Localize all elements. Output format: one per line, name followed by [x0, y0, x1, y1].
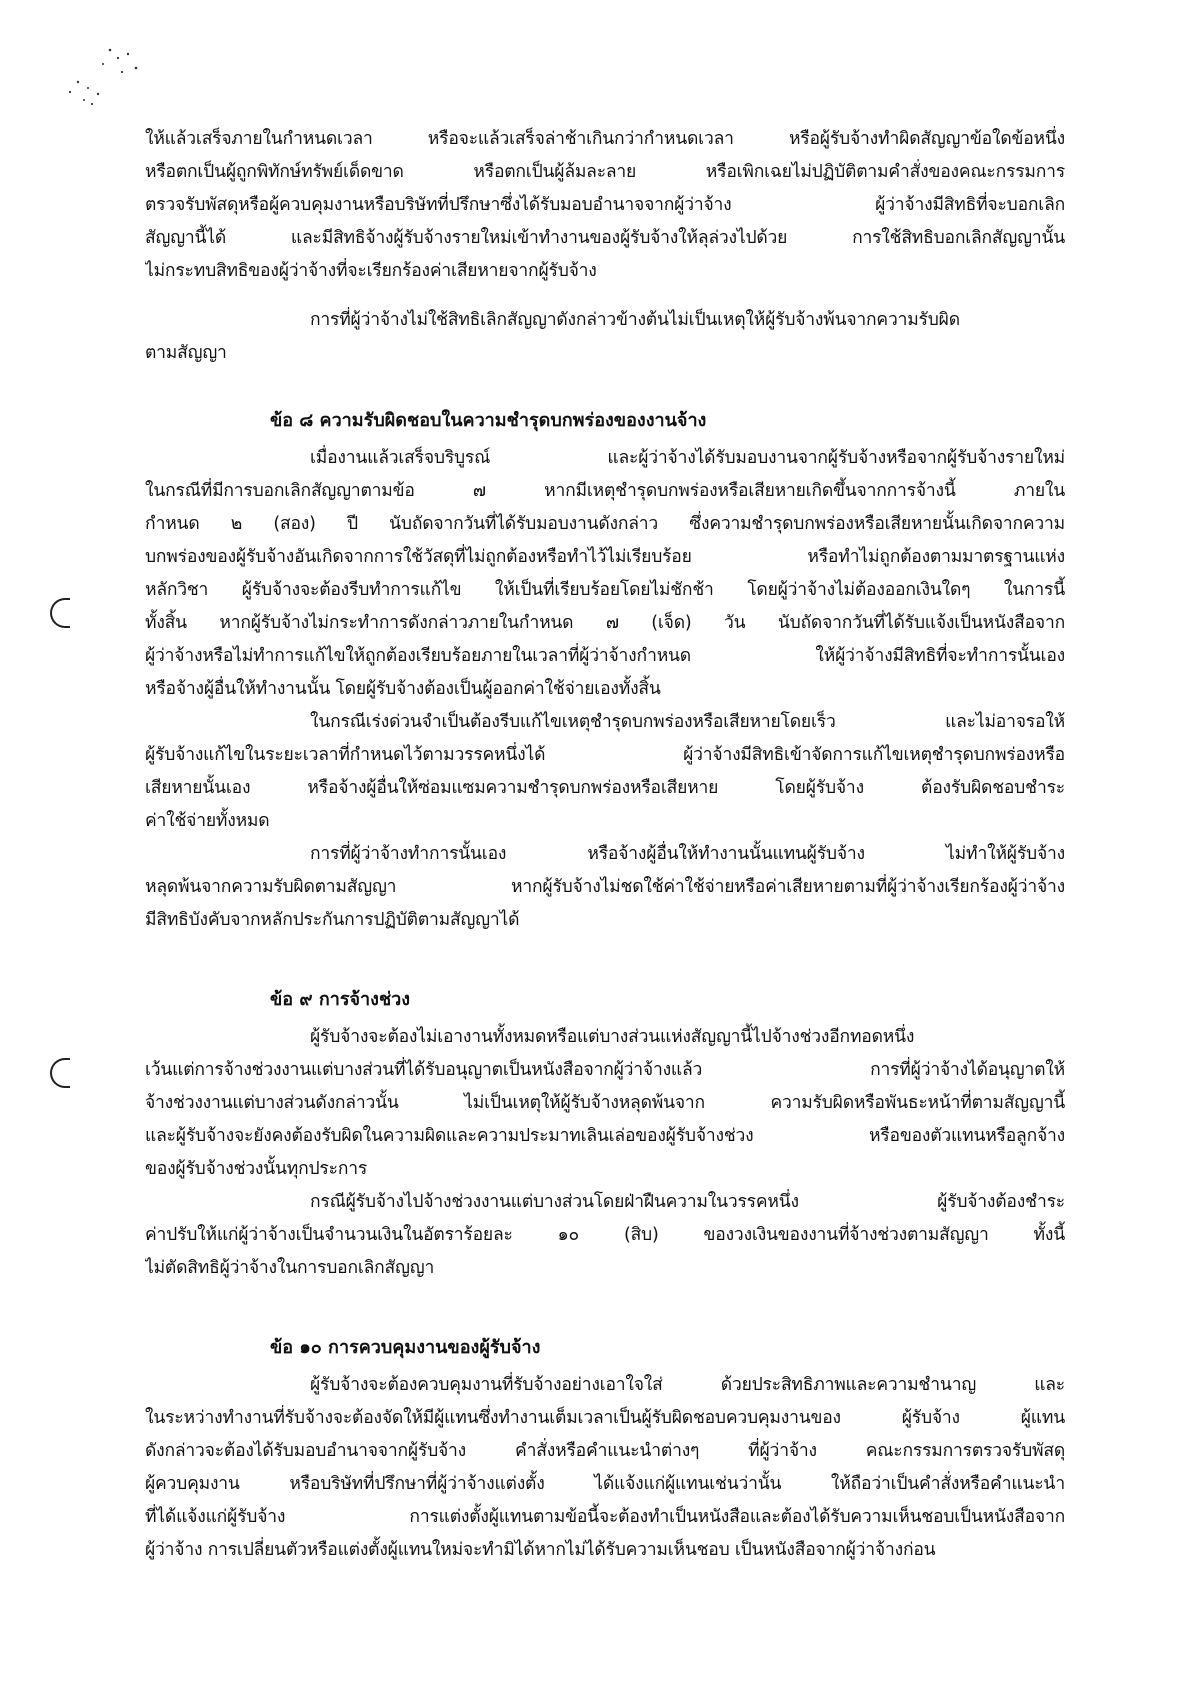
clause8-paragraph-3 [145, 838, 1065, 937]
text-line: ผู้รับจ้างจะต้องควบคุมงานที่รับจ้างอย่างเอาใจใส่ ด้วยประสิทธิภาพและความชำนาญ และ [310, 1375, 1065, 1395]
text-line: ที่ได้แจ้งแก่ผู้รับจ้าง การแต่งตั้งผู้แทนตามข้อนี้จะต้องทำเป็นหนังสือและต้องได้รับความเห็นชอบเป็นหนังสือจาก [145, 1507, 1065, 1527]
text-line: ค่าปรับให้แก่ผู้ว่าจ้างเป็นจำนวนเงินในอัตราร้อยละ ๑๐ (สิบ) ของวงเงินของงานที่จ้างช่วงตามสัญญา ทั้งนี้ [145, 1225, 1065, 1245]
text-line: ให้แล้วเสร็จภายในกำหนดเวลา หรือจะแล้วเสร็จล่าช้าเกินกว่ากำหนดเวลา หรือผู้รับจ้างทำผิดสัญญาข้อใดข้อหนึ่ง [145, 129, 1065, 149]
text-line: ผู้ว่าจ้าง การเปลี่ยนตัวหรือแต่งตั้งผู้แทนใหม่จะทำมิได้หากไม่ได้รับความเห็นชอบ เป็นหนังสือจากผู้ว่าจ้างก่อน [145, 1540, 936, 1560]
text-line: สัญญานี้ได้ และมีสิทธิจ้างผู้รับจ้างรายใหม่เข้าทำงานของผู้รับจ้างให้ลุล่วงไปด้วย การใช้สิทธิบอกเลิกสัญญานั้น [145, 228, 1065, 248]
text-line: และผู้รับจ้างจะยังคงต้องรับผิดในความผิดและความประมาทเลินเล่อของผู้รับจ้างช่วง หรือของตัวแทนหรือลูกจ้าง [145, 1126, 1065, 1146]
text-line: จ้างช่วงงานแต่บางส่วนดังกล่าวนั้น ไม่เป็นเหตุให้ผู้รับจ้างหลุดพ้นจาก ความรับผิดหรือพันธะหน้าที่ตามสัญญานี้ [145, 1093, 1065, 1113]
text-line: ตรวจรับพัสดุหรือผู้ควบคุมงานหรือบริษัทที่ปรึกษาซึ่งได้รับมอบอำนาจจากผู้ว่าจ้าง ผู้ว่าจ้างมีสิทธิที่จะบอกเลิก [145, 195, 1065, 215]
text-line: ค่าใช้จ่ายทั้งหมด [145, 811, 270, 831]
text-line: เสียหายนั้นเอง หรือจ้างผู้อื่นให้ซ่อมแซมความชำรุดบกพร่องหรือเสียหาย โดยผู้รับจ้าง ต้องรับผิดชอบชำระ [145, 778, 1065, 798]
clause7-continued-paragraph [145, 123, 1065, 288]
text-line: มีสิทธิบังคับจากหลักประกันการปฏิบัติตามสัญญาได้ [145, 910, 520, 930]
scan-speckles [48, 42, 158, 122]
clause10-heading: ข้อ ๑๐ การควบคุมงานของผู้รับจ้าง [270, 1337, 541, 1358]
punch-hole-upper [50, 598, 70, 628]
text-line: หลุดพ้นจากความรับผิดตามสัญญา หากผู้รับจ้างไม่ชดใช้ค่าใช้จ่ายหรือค่าเสียหายตามที่ผู้ว่าจ้างเรียกร้องผู้ว่าจ้าง [145, 877, 1065, 897]
text-line: หลักวิชา ผู้รับจ้างจะต้องรีบทำการแก้ไข ให้เป็นที่เรียบร้อยโดยไม่ชักช้า โดยผู้ว่าจ้างไม่ต้องออกเงินใดๆ ในการนี้ [145, 580, 1065, 600]
text-line: การที่ผู้ว่าจ้างไม่ใช้สิทธิเลิกสัญญาดังกล่าวข้างต้นไม่เป็นเหตุให้ผู้รับจ้างพ้นจากความรับผิด [310, 310, 960, 330]
text-line: ในระหว่างทำงานที่รับจ้างจะต้องจัดให้มีผู้แทนซึ่งทำงานเต็มเวลาเป็นผู้รับผิดชอบควบคุมงานของ ผู้รับจ้าง ผู้แทน [145, 1408, 1065, 1428]
clause10-paragraph-1 [145, 1369, 1065, 1567]
text-line: ของผู้รับจ้างช่วงนั้นทุกประการ [145, 1159, 368, 1179]
text-line: หรือตกเป็นผู้ถูกพิทักษ์ทรัพย์เด็ดขาด หรือตกเป็นผู้ล้มละลาย หรือเพิกเฉยไม่ปฏิบัติตามคำสั่งของคณะกรรมการ [145, 162, 1065, 182]
text-line: บกพร่องของผู้รับจ้างอันเกิดจากการใช้วัสดุที่ไม่ถูกต้องหรือทำไว้ไม่เรียบร้อย หรือทำไม่ถูกต้องตามมาตรฐานแห่ง [145, 547, 1065, 567]
text-line: ในกรณีเร่งด่วนจำเป็นต้องรีบแก้ไขเหตุชำรุดบกพร่องหรือเสียหายโดยเร็ว และไม่อาจรอให้ [310, 712, 1065, 732]
text-line: ดังกล่าวจะต้องได้รับมอบอำนาจจากผู้รับจ้าง คำสั่งหรือคำแนะนำต่างๆ ที่ผู้ว่าจ้าง คณะกรรมการตรวจรับพัสดุ [145, 1441, 1065, 1461]
text-line: ผู้รับจ้างจะต้องไม่เอางานทั้งหมดหรือแต่บางส่วนแห่งสัญญานี้ไปจ้างช่วงอีกทอดหนึ่ง [310, 1027, 915, 1047]
text-line: หรือจ้างผู้อื่นให้ทำงานนั้น โดยผู้รับจ้างต้องเป็นผู้ออกค่าใช้จ่ายเองทั้งสิ้น [145, 679, 661, 699]
clause9-paragraph-2 [145, 1186, 1065, 1285]
text-line: การที่ผู้ว่าจ้างทำการนั้นเอง หรือจ้างผู้อื่นให้ทำงานนั้นแทนผู้รับจ้าง ไม่ทำให้ผู้รับจ้าง [310, 844, 1065, 864]
text-line: กำหนด ๒ (สอง) ปี นับถัดจากวันที่ได้รับมอบงานดังกล่าว ซึ่งความชำรุดบกพร่องหรือเสียหายนั้นเกิดจากความ [145, 514, 1065, 534]
clause8-paragraph-2 [145, 706, 1065, 838]
text-line: ผู้รับจ้างแก้ไขในระยะเวลาที่กำหนดไว้ตามวรรคหนึ่งได้ ผู้ว่าจ้างมีสิทธิเข้าจัดการแก้ไขเหตุชำรุดบกพร่องหรือ [145, 745, 1065, 765]
clause9-paragraph-1 [145, 1021, 1065, 1186]
clause7-paragraph-2 [145, 304, 1065, 370]
text-line: กรณีผู้รับจ้างไปจ้างช่วงงานแต่บางส่วนโดยฝ่าฝืนความในวรรคหนึ่ง ผู้รับจ้างต้องชำระ [310, 1192, 1065, 1212]
clause8-paragraph-1 [145, 442, 1065, 706]
text-line: ตามสัญญา [145, 343, 227, 363]
text-line: ในกรณีที่มีการบอกเลิกสัญญาตามข้อ ๗ หากมีเหตุชำรุดบกพร่องหรือเสียหายเกิดขึ้นจากการจ้างนี้ ภายใน [145, 481, 1065, 501]
text-line: ผู้ว่าจ้างหรือไม่ทำการแก้ไขให้ถูกต้องเรียบร้อยภายในเวลาที่ผู้ว่าจ้างกำหนด ให้ผู้ว่าจ้างมีสิทธิที่จะทำการนั้นเอง [145, 646, 1065, 666]
clause9-heading: ข้อ ๙ การจ้างช่วง [270, 989, 411, 1010]
text-line: ทั้งสิ้น หากผู้รับจ้างไม่กระทำการดังกล่าวภายในกำหนด ๗ (เจ็ด) วัน นับถัดจากวันที่ได้รับแจ้งเป็นหนังสือจาก [145, 613, 1065, 633]
text-line: ไม่กระทบสิทธิของผู้ว่าจ้างที่จะเรียกร้องค่าเสียหายจากผู้รับจ้าง [145, 261, 597, 281]
text-line: ไม่ตัดสิทธิผู้ว่าจ้างในการบอกเลิกสัญญา [145, 1258, 435, 1278]
clause8-heading: ข้อ ๘ ความรับผิดชอบในความชำรุดบกพร่องของงานจ้าง [270, 410, 707, 431]
text-line: ผู้ควบคุมงาน หรือบริษัทที่ปรึกษาที่ผู้ว่าจ้างแต่งตั้ง ได้แจ้งแก่ผู้แทนเช่นว่านั้น ให้ถือว่าเป็นคำสั่งหรือคำแนะนำ [145, 1474, 1065, 1494]
punch-hole-lower [50, 1058, 70, 1088]
text-line: เว้นแต่การจ้างช่วงงานแต่บางส่วนที่ได้รับอนุญาตเป็นหนังสือจากผู้ว่าจ้างแล้ว การที่ผู้ว่าจ้างได้อนุญาตให้ [145, 1060, 1065, 1080]
text-line: เมื่องานแล้วเสร็จบริบูรณ์ และผู้ว่าจ้างได้รับมอบงานจากผู้รับจ้างหรือจากผู้รับจ้างรายใหม่ [310, 448, 1065, 468]
